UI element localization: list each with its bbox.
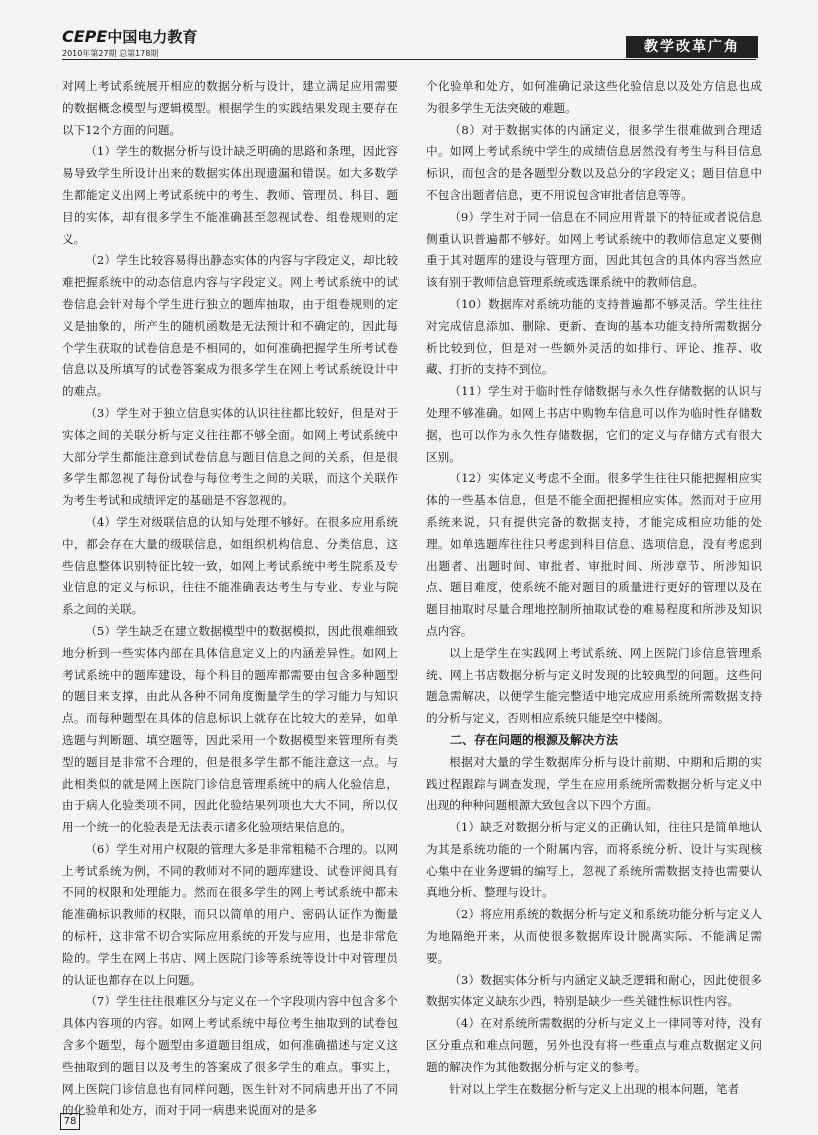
paragraph: （10）数据库对系统功能的支持普遍都不够灵活。学生往往对完成信息添加、删除、更新、查询的基本功能支持所需数据分析比较到位，但是对一些额外灵活的如排行、评论、推荐、收藏、打折的支持不到位。 — [426, 296, 762, 377]
paragraph: （3）学生对于独立信息实体的认识往往都比较好，但是对于实体之间的关联分析与定义往往都不够全面。如网上考试系统中大部分学生都能注意到试卷信息与题目信息之间的关系，但是很多学生都忽视了每份试卷与每位考生之间的关联，而这个关联作为考生考试和成绩评定的基础是不容忽视的。 — [62, 405, 398, 508]
logo-brand: CEPE — [62, 27, 108, 46]
paragraph: 以上是学生在实践网上考试系统、网上医院门诊信息管理系统、网上书店数据分析与定义时发现的比较典型的问题。这些问题急需解决，以便学生能完整适中地完成应用系统所需数据支持的分析与定义，否则相应系统只能是空中楼阁。 — [426, 645, 762, 726]
paragraph: 针对以上学生在数据分析与定义上出现的根本问题，笔者 — [449, 1081, 740, 1096]
paragraph: 个化验单和处方，如何准确记录这些化验信息以及处方信息也成为很多学生无法突破的难题。 — [426, 79, 762, 115]
paragraph: （9）学生对于同一信息在不同应用背景下的特征或者说信息侧重认识普遍都不够好。如网上考试系统中的教师信息定义要侧重于其对题库的建设与管理方面，因此其包含的具体内容当然应该有别于教师信息管理系统或选课系统中的教师信息。 — [426, 209, 762, 290]
paragraph: （6）学生对用户权限的管理大多是非常粗糙不合理的。以网上考试系统为例，不同的教师对不同的题库建设、试卷评阅具有不同的权限和处理能力。然而在很多学生的网上考试系统中都未能准确标识教师的权限，而只以简单的用户、密码认证作为衡量的标杆，这非常不切合实际应用系统的开发与应用，也是非常危险的。学生在网上书店、网上医院门诊等系统等设计中对管理员的认证也都存在以上问题。 — [62, 841, 398, 987]
left-column — [62, 76, 398, 1122]
paragraph: （4）在对系统所需数据的分析与定义上一律同等对待，没有区分重点和难点问题，另外也没有将一些重点与难点数据定义问题的解决作为其他数据分析与定义的参考。 — [426, 1016, 762, 1074]
page-header — [0, 0, 818, 62]
paragraph: （1）缺乏对数据分析与定义的正确认知，往往只是简单地认为其是系统功能的一个附属内容，而将系统分析、设计与实现核心集中在业务逻辑的编写上，忽视了系统所需数据支持也需要认真地分析、整理与设计。 — [426, 820, 762, 900]
section-heading: 二、存在问题的根源及解决方法 — [450, 732, 619, 747]
paragraph: （4）学生对级联信息的认知与处理不够好。在很多应用系统中，都会存在大量的级联信息，如组织机构信息、分类信息，这些信息整体识别特征比较一致，如网上考试系统中考生院系及专业信息的定义与标识，往往不能准确表达考生与专业、专业与院系之间的关联。 — [62, 514, 398, 617]
right-column — [426, 76, 762, 1100]
header-rule — [62, 59, 756, 60]
journal-logo — [62, 26, 197, 47]
paragraph: （12）实体定义考虑不全面。很多学生往往只能把握相应实体的一些基本信息，但是不能全面把握相应实体。然而对于应用系统来说，只有提供完备的数据支持，才能完成相应功能的处理。如单选题库往往只考虑到科目信息、选项信息，没有考虑到出题者、出题时间、审批者、审批时间、所涉章节、所涉知识点、题目难度，使系统不能对题目的质量进行更好的管理以及在题目抽取时尽量合理地控制所抽取试卷的难易程度和所涉及知识点内容。 — [426, 471, 762, 638]
paragraph: （2）学生比较容易得出静态实体的内容与字段定义，却比较难把握系统中的动态信息内容与字段定义。网上考试系统中的试卷信息会针对每个学生进行独立的题库抽取，由于组卷规则的定义是抽象的，所产生的随机函数是无法预计和不确定的，因此每个学生获取的试卷信息是不相同的，如何准确把握学生所考试卷信息以及所填写的试卷答案成为很多学生在网上考试系统设计中的难点。 — [62, 253, 398, 399]
paragraph: （5）学生缺乏在建立数据模型中的数据模拟，因此很难细致地分析到一些实体内部在具体信息定义上的内涵差异性。如网上考试系统中的题库建设，每个科目的题库都需要由包含多种题型的题目来支撑，由此从各种不同角度衡量学生的学习能力与知识点。而每种题型在具体的信息标识上就存在比较大的差异，如单选题与判断题、填空题等，因此采用一个数据模型来管理所有类型的题目是非常不合理的，但是很多学生都不能注意这一点。与此相类似的就是网上医院门诊信息管理系统中的病人化验信息，由于病人化验类项不同，因此化验结果列项也大大不同，所以仅用一个统一的化验表是无法表示诸多化验项结果信息的。 — [62, 623, 398, 835]
paragraph: （7）学生往往很难区分与定义在一个字段项内容中包含多个具体内容项的内容。如网上考试系统中每位考生抽取到的试卷包含多个题型，每个题型由多道题目组成，如何准确描述与定义这些抽取到的题目以及考生的答案成了很多学生的难点。事实上，网上医院门诊信息也有同样问题，医生针对不同病患开出了不同的化验单和处方，而对于同一病患来说面对的是多 — [62, 994, 398, 1118]
paragraph: 对网上考试系统展开相应的数据分析与设计，建立满足应用需要的数据概念模型与逻辑模型。根据学生的实践结果发现主要存在以下12个方面的问题。 — [62, 79, 398, 137]
paragraph: （8）对于数据实体的内涵定义，很多学生很难做到合理适中。如网上考试系统中学生的成绩信息居然没有考生与科目信息标识，而包含的是各题型分数以及总分的字段定义；题目信息中不包含出题者信息，更不用说包含审批者信息等等。 — [426, 122, 762, 202]
column-tag: 教学改革广角 — [626, 36, 758, 58]
paragraph: （3）数据实体分析与内涵定义缺乏逻辑和耐心，因此使很多数据实体定义缺东少西，特别是缺少一些关键性标识性内容。 — [426, 972, 762, 1009]
paragraph: （1）学生的数据分析与设计缺乏明确的思路和条理，因此容易导致学生所设计出来的数据实体出现遗漏和错误。如大多数学生都能定义出网上考试系统中的考生、教师、管理员、科目、题目的实体，却有很多学生不能准确甚至忽视试卷、组卷规则的定义。 — [62, 144, 398, 246]
page-number: 78 — [60, 1113, 80, 1130]
logo-text: 中国电力教育 — [107, 28, 198, 46]
paragraph: （2）将应用系统的数据分析与定义和系统功能分析与定义人为地隔绝开来，从而使很多数据库设计脱离实际、不能满足需要。 — [426, 907, 762, 965]
issue-info: 2010年第27期 总第178期 — [62, 49, 159, 58]
paragraph: （11）学生对于临时性存储数据与永久性存储数据的认识与处理不够准确。如网上书店中购物车信息可以作为临时性存储数据，也可以作为永久性存储数据，它们的定义与存储方式有很大区别。 — [426, 384, 762, 464]
paragraph: 根据对大量的学生数据库分析与设计前期、中期和后期的实践过程跟踪与调查发现，学生在应用系统所需数据分析与定义中出现的种种问题根源大致包含以下四个方面。 — [426, 754, 762, 813]
